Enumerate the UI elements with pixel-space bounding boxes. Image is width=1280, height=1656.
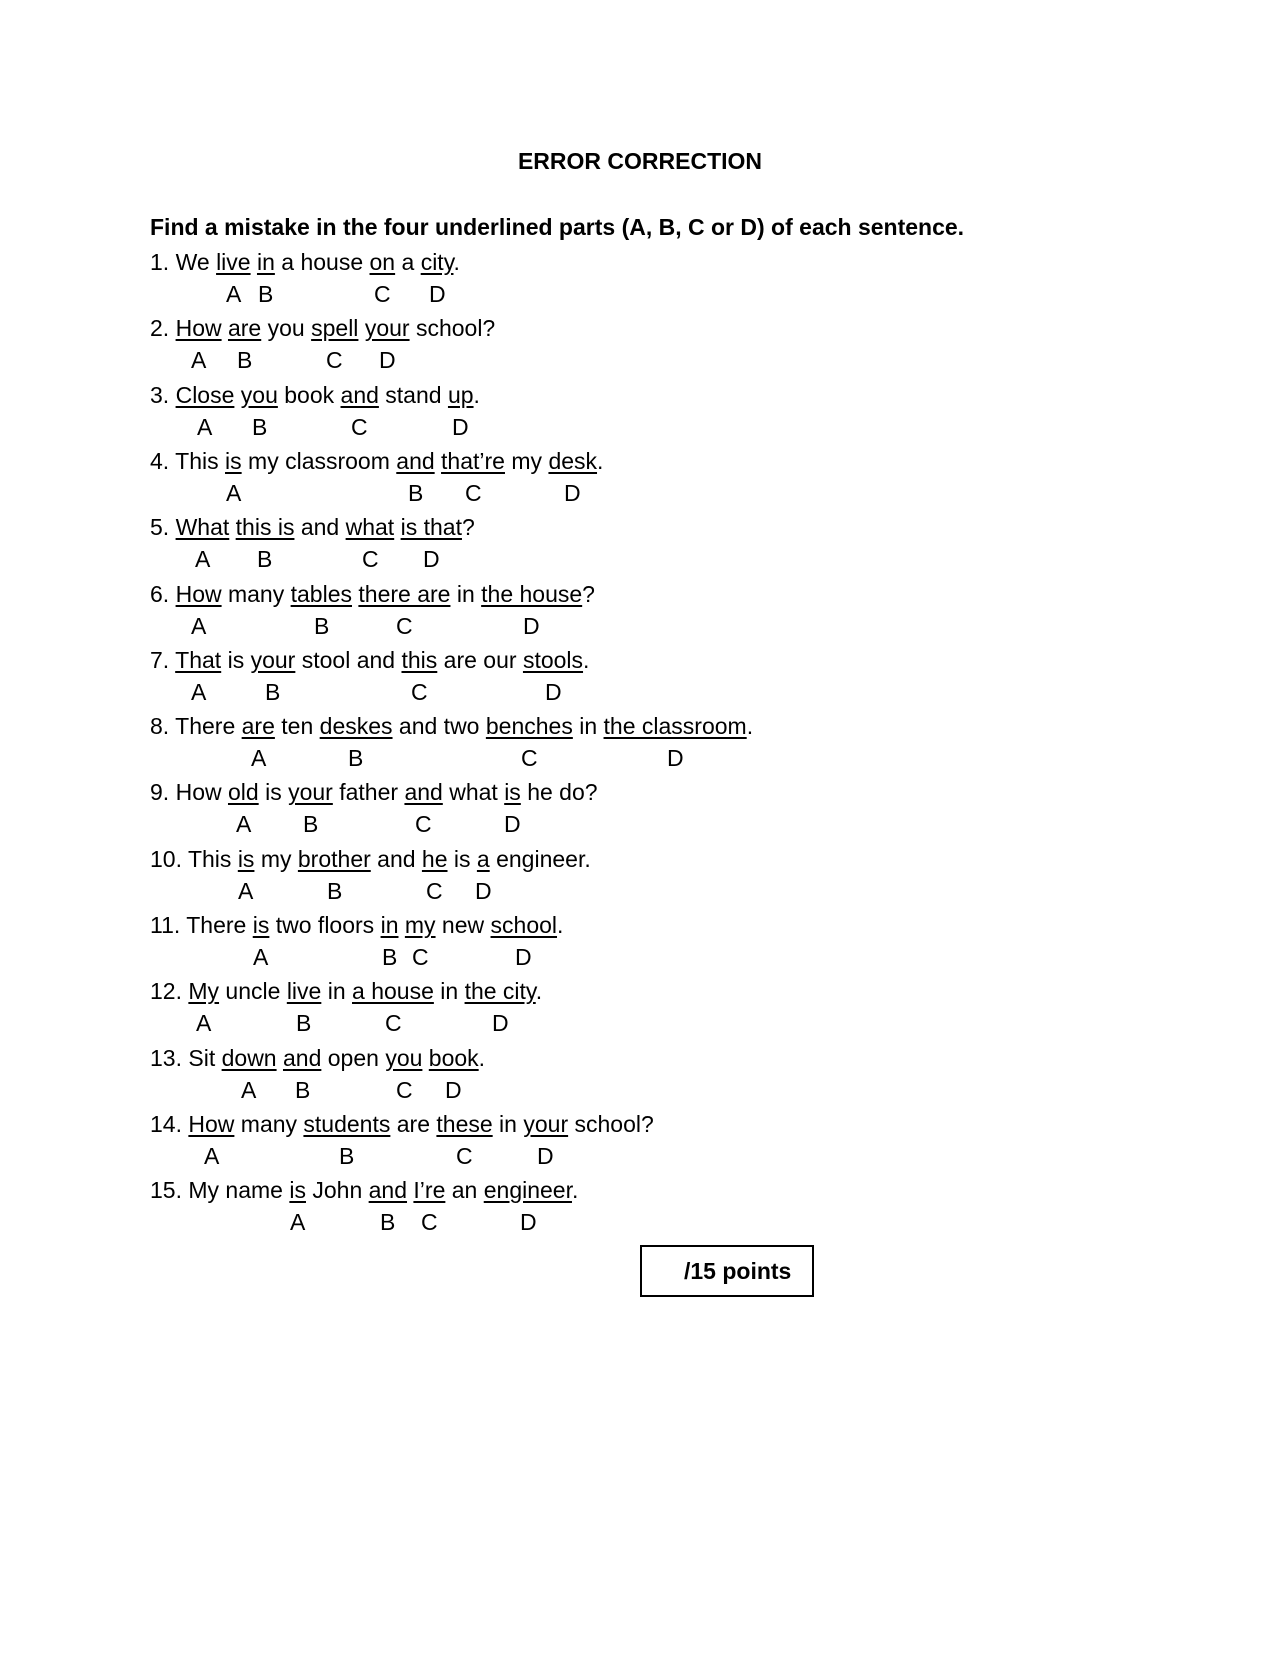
option-label-b: B bbox=[295, 1077, 311, 1103]
underlined-part: these bbox=[436, 1110, 493, 1137]
underlined-part: are bbox=[227, 315, 262, 342]
underlined-part: and bbox=[404, 779, 443, 806]
underlined-part: is bbox=[289, 1177, 306, 1204]
option-label-b: B bbox=[237, 347, 253, 373]
underlined-part: a bbox=[476, 845, 490, 872]
underlined-part: he bbox=[421, 845, 448, 872]
question-sentence: 7. That is your stool and this are our stools. bbox=[150, 646, 590, 673]
underlined-part: what bbox=[345, 514, 395, 541]
option-label-d: D bbox=[429, 281, 446, 307]
option-label-c: C bbox=[374, 281, 391, 307]
option-label-d: D bbox=[515, 944, 532, 970]
option-label-d: D bbox=[475, 878, 492, 904]
underlined-part: My bbox=[188, 978, 220, 1005]
underlined-part: in bbox=[380, 912, 399, 938]
question-number: 1. bbox=[150, 249, 170, 275]
option-label-b: B bbox=[408, 480, 424, 506]
option-label-a: A bbox=[196, 1010, 212, 1036]
underlined-part: desk bbox=[548, 447, 598, 474]
question-sentence: 15. My name is John and I’re an engineer. bbox=[150, 1177, 579, 1204]
question-number: 3. bbox=[150, 381, 170, 408]
option-label-c: C bbox=[396, 613, 413, 639]
underlined-part: live bbox=[216, 249, 251, 275]
option-label-a: A bbox=[251, 745, 267, 771]
underlined-part: is bbox=[225, 447, 242, 474]
option-label-a: A bbox=[195, 546, 211, 572]
option-label-b: B bbox=[339, 1143, 355, 1169]
underlined-part: you bbox=[385, 1044, 423, 1071]
option-label-b: B bbox=[265, 679, 281, 705]
underlined-part: live bbox=[286, 978, 322, 1005]
option-label-c: C bbox=[426, 878, 443, 904]
option-label-b: B bbox=[348, 745, 364, 771]
option-label-c: C bbox=[351, 414, 368, 440]
underlined-part: brother bbox=[297, 845, 371, 872]
option-label-d: D bbox=[523, 613, 540, 639]
underlined-part: that’re bbox=[441, 447, 505, 474]
option-label-c: C bbox=[362, 546, 379, 572]
option-label-d: D bbox=[379, 347, 396, 373]
option-label-c: C bbox=[521, 745, 538, 771]
option-label-a: A bbox=[191, 347, 207, 373]
option-label-c: C bbox=[411, 679, 428, 705]
option-label-b: B bbox=[327, 878, 343, 904]
score-box bbox=[640, 1245, 814, 1297]
option-label-b: B bbox=[252, 414, 268, 440]
question-sentence: 14. How many students are these in your school? bbox=[150, 1110, 654, 1137]
underlined-part: How bbox=[175, 580, 222, 607]
underlined-part: spell bbox=[311, 315, 359, 342]
underlined-part: I’re bbox=[413, 1177, 446, 1204]
underlined-part: and bbox=[340, 381, 379, 408]
question-number: 7. bbox=[150, 646, 170, 673]
underlined-part: you bbox=[240, 381, 278, 408]
underlined-part: deskes bbox=[319, 713, 393, 740]
underlined-part: city bbox=[420, 249, 454, 275]
option-label-c: C bbox=[412, 944, 429, 970]
option-label-c: C bbox=[421, 1209, 438, 1235]
question-number: 13. bbox=[150, 1044, 182, 1071]
underlined-part: Close bbox=[175, 381, 235, 408]
question-number: 5. bbox=[150, 514, 170, 541]
score-text: /15 points bbox=[684, 1258, 792, 1284]
option-label-a: A bbox=[204, 1143, 220, 1169]
option-label-c: C bbox=[456, 1143, 473, 1169]
underlined-part: and bbox=[368, 1177, 408, 1204]
option-label-d: D bbox=[545, 679, 562, 705]
underlined-part: is bbox=[237, 845, 255, 872]
option-label-d: D bbox=[667, 745, 684, 771]
option-label-b: B bbox=[296, 1010, 312, 1036]
underlined-part: there are bbox=[358, 580, 451, 607]
underlined-part: is bbox=[252, 912, 270, 938]
underlined-part: school bbox=[490, 912, 558, 938]
underlined-part: down bbox=[221, 1044, 277, 1071]
underlined-part: engineer bbox=[483, 1177, 572, 1204]
underlined-part: That bbox=[175, 646, 222, 673]
underlined-part: your bbox=[523, 1110, 569, 1137]
underlined-part: benches bbox=[485, 713, 573, 740]
question-sentence: 9. How old is your father and what is he do? bbox=[150, 779, 598, 806]
underlined-part: your bbox=[250, 646, 296, 673]
option-label-b: B bbox=[257, 546, 273, 572]
option-label-d: D bbox=[492, 1010, 509, 1036]
option-label-d: D bbox=[423, 546, 440, 572]
question-sentence: 2. How are you spell your school? bbox=[150, 315, 496, 342]
question-number: 6. bbox=[150, 580, 170, 607]
option-label-c: C bbox=[385, 1010, 402, 1036]
option-label-d: D bbox=[504, 811, 521, 837]
underlined-part: students bbox=[303, 1110, 391, 1137]
question-number: 4. bbox=[150, 447, 170, 474]
underlined-part: the house bbox=[481, 580, 583, 607]
instructions: Find a mistake in the four underlined parts (A, B, C or D) of each sentence. bbox=[150, 214, 965, 240]
option-label-c: C bbox=[465, 480, 482, 506]
question-sentence: 5. What this is and what is that? bbox=[150, 514, 475, 541]
underlined-part: the city bbox=[464, 978, 536, 1005]
option-label-a: A bbox=[197, 414, 213, 440]
option-label-b: B bbox=[380, 1209, 396, 1235]
option-label-a: A bbox=[236, 811, 252, 837]
option-label-b: B bbox=[382, 944, 398, 970]
underlined-part: the classroom bbox=[603, 713, 747, 740]
question-number: 8. bbox=[150, 713, 170, 740]
question-number: 9. bbox=[150, 779, 170, 806]
option-label-a: A bbox=[253, 944, 269, 970]
question-sentence: 11. There is two floors in my new school. bbox=[150, 912, 564, 938]
question-number: 10. bbox=[150, 845, 182, 872]
option-label-d: D bbox=[445, 1077, 462, 1103]
underlined-part: my bbox=[404, 912, 436, 938]
underlined-part: How bbox=[175, 315, 222, 342]
option-label-d: D bbox=[537, 1143, 554, 1169]
option-label-a: A bbox=[238, 878, 254, 904]
option-label-a: A bbox=[191, 613, 207, 639]
underlined-part: are bbox=[241, 713, 275, 740]
underlined-part: is bbox=[504, 779, 521, 806]
underlined-part: How bbox=[188, 1110, 235, 1137]
option-label-d: D bbox=[520, 1209, 537, 1235]
underlined-part: stools bbox=[522, 646, 584, 673]
page-title: ERROR CORRECTION bbox=[517, 148, 763, 174]
question-number: 15. bbox=[150, 1177, 182, 1204]
question-sentence: 8. There are ten deskes and two benches in the classroom. bbox=[150, 713, 754, 740]
option-label-b: B bbox=[258, 281, 274, 307]
question-number: 12. bbox=[150, 978, 182, 1005]
question-sentence: 13. Sit down and open you book. bbox=[150, 1044, 486, 1071]
option-label-d: D bbox=[452, 414, 469, 440]
question-sentence: 4. This is my classroom and that’re my desk. bbox=[150, 447, 604, 474]
underlined-part: your bbox=[288, 779, 333, 806]
question-sentence: 3. Close you book and stand up. bbox=[150, 381, 480, 408]
option-label-b: B bbox=[303, 811, 319, 837]
option-label-a: A bbox=[191, 679, 207, 705]
option-label-b: B bbox=[314, 613, 330, 639]
underlined-part: and bbox=[282, 1044, 322, 1071]
underlined-part: this bbox=[401, 646, 438, 673]
underlined-part: is that bbox=[400, 514, 462, 541]
question-number: 14. bbox=[150, 1110, 182, 1137]
option-label-c: C bbox=[326, 347, 343, 373]
underlined-part: and bbox=[396, 447, 435, 474]
underlined-part: in bbox=[256, 249, 275, 275]
question-sentence: 10. This is my brother and he is a engineer. bbox=[150, 845, 591, 872]
option-label-a: A bbox=[226, 480, 242, 506]
underlined-part: book bbox=[428, 1044, 479, 1071]
underlined-part: tables bbox=[290, 580, 352, 607]
underlined-part: your bbox=[364, 315, 410, 342]
underlined-part: What bbox=[175, 514, 230, 541]
option-label-d: D bbox=[564, 480, 581, 506]
question-sentence: 1. We live in a house on a city. bbox=[150, 249, 460, 275]
option-label-c: C bbox=[396, 1077, 413, 1103]
underlined-part: old bbox=[227, 779, 259, 806]
question-number: 11. bbox=[150, 912, 181, 938]
underlined-part: on bbox=[369, 249, 396, 275]
underlined-part: a house bbox=[352, 978, 434, 1005]
underlined-part: up bbox=[447, 381, 474, 408]
question-number: 2. bbox=[150, 315, 170, 342]
option-label-c: C bbox=[415, 811, 432, 837]
option-label-a: A bbox=[226, 281, 242, 307]
question-sentence: 6. How many tables there are in the house? bbox=[150, 580, 595, 607]
question-sentence: 12. My uncle live in a house in the city. bbox=[150, 978, 543, 1005]
option-label-a: A bbox=[290, 1209, 306, 1235]
underlined-part: this is bbox=[235, 514, 295, 541]
option-label-a: A bbox=[241, 1077, 257, 1103]
